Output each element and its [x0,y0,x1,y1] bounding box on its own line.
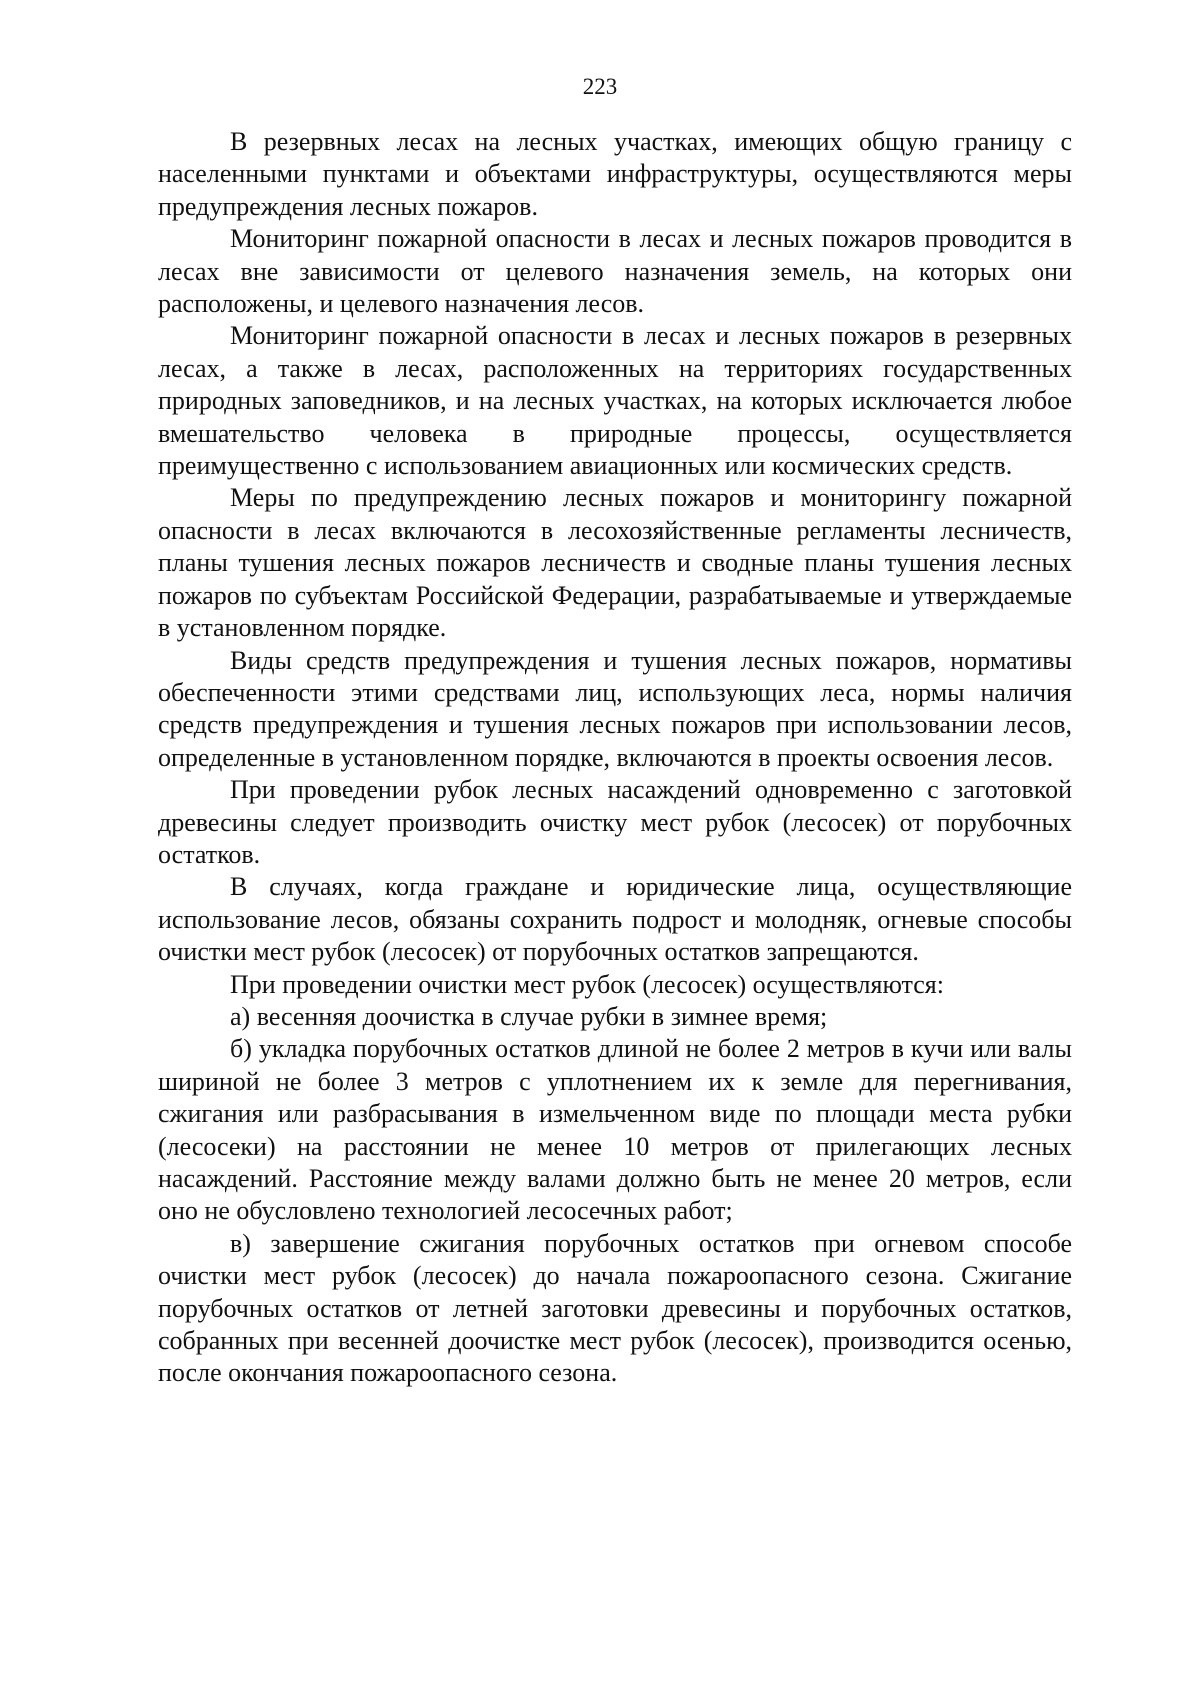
paragraph: Меры по предупреждению лесных пожаров и мониторингу пожарной опасности в лесах включаются в лесохозяйственные регламенты лесничеств, планы тушения лесных пожаров лесничеств и сводные планы тушения лесных пожаров по субъектам Российской Федерации, разрабатываемые и утверждаемые в установленном порядке. [158,483,1072,643]
paragraph: Мониторинг пожарной опасности в лесах и лесных пожаров в резервных лесах, а также в лесах, расположенных на территориях государственных природных заповедников, и на лесных участках, на которых исключается любое вмешательство человека в природные процессы, осуществляется преимущественно с использованием авиационных или космических средств. [158,321,1072,481]
list-item-b: б) укладка порубочных остатков длиной не более 2 метров в кучи или валы шириной не более 3 метров с уплотнением их к земле для перегнивания, сжигания или разбрасывания в измельченном виде по площади места рубки (лесосеки) на расстоянии не менее 10 метров от прилегающих лесных насаждений. Расстояние между валами должно быть не менее 20 метров, если оно не обусловлено технологией лесосечных работ; [158,1034,1072,1226]
paragraph: При проведении рубок лесных насаждений одновременно с заготовкой древесины следует производить очистку мест рубок (лесосек) от порубочных остатков. [158,775,1072,869]
paragraph: В резервных лесах на лесных участках, имеющих общую границу с населенными пунктами и объектами инфраструктуры, осуществляются меры предупреждения лесных пожаров. [158,127,1072,221]
document-body [158,126,1072,1390]
list-item-a: а) весенняя доочистка в случае рубки в зимнее время; [230,1001,828,1031]
page-number: 223 [582,74,618,99]
paragraph: Виды средств предупреждения и тушения лесных пожаров, нормативы обеспеченности этими средствами лиц, использующих леса, нормы наличия средств предупреждения и тушения лесных пожаров при использовании лесов, определенные в установленном порядке, включаются в проекты освоения лесов. [158,645,1072,772]
paragraph: При проведении очистки мест рубок (лесосек) осуществляются: [230,969,944,999]
list-item-c: в) завершение сжигания порубочных остатков при огневом способе очистки мест рубок (лесосек) до начала пожароопасного сезона. Сжигание порубочных остатков от летней заготовки древесины и порубочных остатков, собранных при весенней доочистке мест рубок (лесосек), производится осенью, после окончания пожароопасного сезона. [158,1228,1072,1388]
paragraph: В случаях, когда граждане и юридические лица, осуществляющие использование лесов, обязаны сохранить подрост и молодняк, огневые способы очистки мест рубок (лесосек) от порубочных остатков запрещаются. [158,872,1072,967]
paragraph: Мониторинг пожарной опасности в лесах и лесных пожаров проводится в лесах вне зависимости от целевого назначения земель, на которых они расположены, и целевого назначения лесов. [158,224,1072,319]
